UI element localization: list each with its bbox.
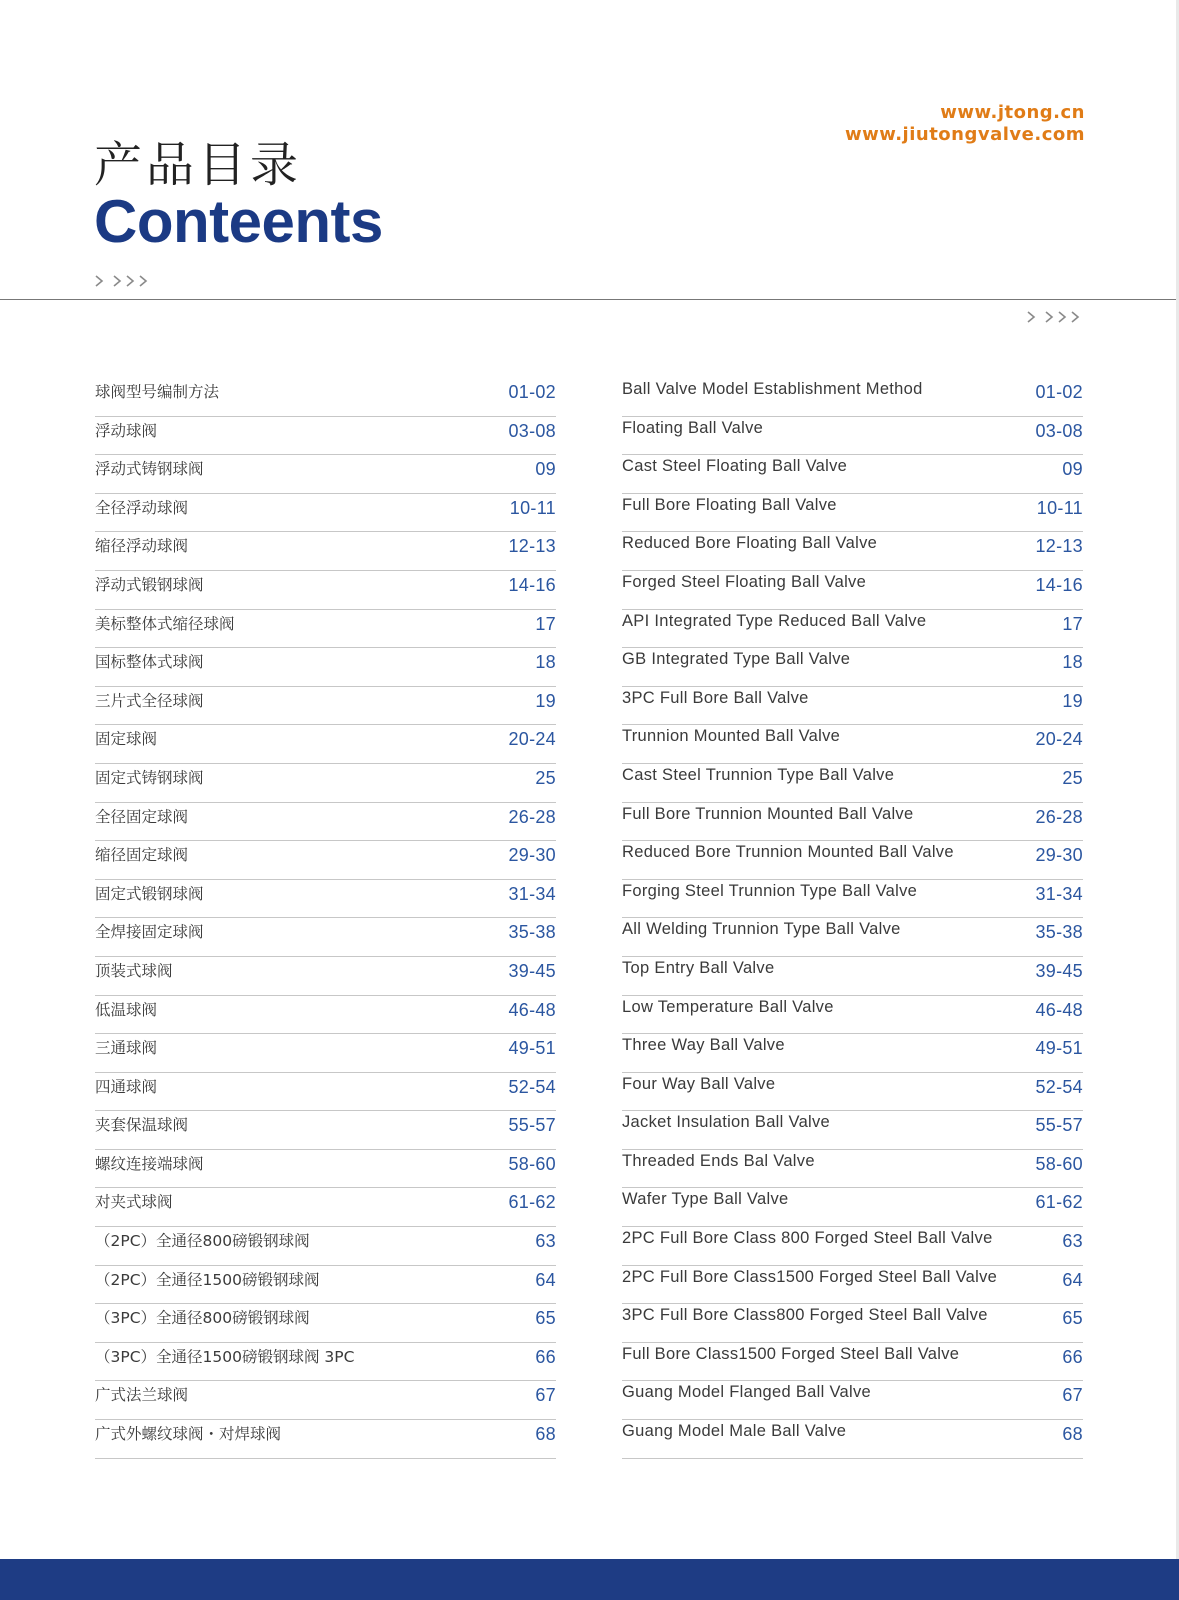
toc-entry[interactable] bbox=[95, 1343, 556, 1382]
toc-entry[interactable] bbox=[95, 841, 556, 880]
toc-entry-page: 63 bbox=[1062, 1231, 1083, 1252]
toc-entry[interactable] bbox=[95, 417, 556, 456]
chevron-right-icon bbox=[1026, 309, 1086, 327]
toc-entry-page: 29-30 bbox=[1035, 845, 1083, 866]
toc-entry-page: 20-24 bbox=[1035, 729, 1083, 750]
toc-entry-title: （3PC）全通径800磅锻钢球阀 bbox=[95, 1309, 310, 1328]
toc-entry[interactable] bbox=[95, 378, 556, 417]
toc-entry-title: 广式外螺纹球阀・对焊球阀 bbox=[95, 1425, 282, 1444]
toc-entry[interactable] bbox=[95, 996, 556, 1035]
toc-entry-page: 67 bbox=[1062, 1385, 1083, 1406]
toc-entry[interactable] bbox=[622, 455, 1083, 494]
toc-entry-page: 09 bbox=[535, 459, 556, 480]
toc-entry[interactable] bbox=[95, 1073, 556, 1112]
toc-entry-title: Ball Valve Model Establishment Method bbox=[622, 380, 923, 398]
toc-entry[interactable] bbox=[622, 841, 1083, 880]
website-links bbox=[845, 102, 1085, 146]
toc-entry-page: 03-08 bbox=[508, 420, 556, 441]
toc-entry[interactable] bbox=[622, 1381, 1083, 1420]
toc-entry-title: 球阀型号编制方法 bbox=[95, 383, 220, 401]
toc-entry[interactable] bbox=[95, 648, 556, 687]
toc-entry-title: 缩径固定球阀 bbox=[95, 846, 189, 865]
toc-entry-page: 65 bbox=[535, 1308, 556, 1329]
toc-entry-page: 09 bbox=[1062, 459, 1083, 480]
toc-entry[interactable] bbox=[622, 957, 1083, 996]
toc-entry[interactable] bbox=[95, 803, 556, 842]
toc-entry-page: 26-28 bbox=[1035, 806, 1083, 827]
toc-entry[interactable] bbox=[95, 1034, 556, 1073]
toc-entry[interactable] bbox=[622, 996, 1083, 1035]
toc-entry-page: 64 bbox=[535, 1269, 556, 1290]
toc-entry-page: 46-48 bbox=[508, 999, 556, 1020]
toc-entry-title: 三通球阀 bbox=[95, 1039, 158, 1058]
toc-entry-page: 66 bbox=[1062, 1346, 1083, 1367]
toc-entry-title: Floating Ball Valve bbox=[622, 418, 764, 437]
toc-entry-title: Guang Model Male Ball Valve bbox=[622, 1422, 847, 1441]
toc-entry-title: 固定式铸钢球阀 bbox=[95, 768, 204, 787]
toc-entry-page: 68 bbox=[535, 1424, 556, 1445]
toc-entry-title: 浮动式锻钢球阀 bbox=[95, 575, 204, 594]
toc-entry[interactable] bbox=[622, 571, 1083, 610]
toc-entry-page: 64 bbox=[1062, 1269, 1083, 1290]
toc-entry-page: 58-60 bbox=[1035, 1153, 1083, 1174]
toc-entry-title: 三片式全径球阀 bbox=[95, 691, 204, 710]
toc-entry-title: 对夹式球阀 bbox=[95, 1193, 173, 1212]
toc-entry-title: （2PC）全通径1500磅锻钢球阀 bbox=[95, 1270, 320, 1289]
toc-entry-page: 29-30 bbox=[508, 845, 556, 866]
toc-entry[interactable] bbox=[622, 1420, 1083, 1459]
toc-entry-title: 国标整体式球阀 bbox=[95, 653, 204, 672]
header-divider bbox=[0, 299, 1176, 300]
toc-entry-title: 美标整体式缩径球阀 bbox=[95, 614, 235, 633]
toc-entry-title: Wafer Type Ball Valve bbox=[622, 1190, 789, 1209]
toc-entry-page: 39-45 bbox=[508, 960, 556, 981]
toc-entry[interactable] bbox=[95, 1188, 556, 1227]
toc-entry[interactable] bbox=[622, 764, 1083, 803]
toc-entry-page: 03-08 bbox=[1035, 420, 1083, 441]
website-link-secondary[interactable]: www.jiutongvalve.com bbox=[844, 124, 1085, 145]
toc-entry-page: 61-62 bbox=[508, 1192, 556, 1213]
toc-entry[interactable] bbox=[95, 1304, 556, 1343]
toc-entry[interactable] bbox=[622, 687, 1083, 726]
toc-entry[interactable] bbox=[95, 1266, 556, 1305]
toc-entry[interactable] bbox=[95, 880, 556, 919]
toc-entry[interactable] bbox=[95, 571, 556, 610]
toc-entry[interactable] bbox=[622, 918, 1083, 957]
toc-entry[interactable] bbox=[622, 1073, 1083, 1112]
toc-entry-page: 55-57 bbox=[508, 1115, 556, 1136]
toc-entry-page: 65 bbox=[1062, 1308, 1083, 1329]
toc-entry-page: 49-51 bbox=[1035, 1038, 1083, 1059]
chevron-right-icon bbox=[94, 273, 154, 291]
toc-entry[interactable] bbox=[622, 378, 1083, 417]
toc-entry-title: 顶装式球阀 bbox=[95, 961, 173, 980]
toc-entry-title: Full Bore Trunnion Mounted Ball Valve bbox=[622, 804, 914, 823]
toc-entry[interactable] bbox=[95, 610, 556, 649]
toc-entry-title: Low Temperature Ball Valve bbox=[622, 997, 834, 1016]
toc-entry-title: Threaded Ends Bal Valve bbox=[622, 1151, 815, 1170]
page-title-english: Conteents bbox=[94, 188, 383, 255]
toc-entry-page: 39-45 bbox=[1035, 960, 1083, 981]
toc-entry[interactable] bbox=[95, 1150, 556, 1189]
toc-entry[interactable] bbox=[95, 918, 556, 957]
toc-entry-title: 夹套保温球阀 bbox=[95, 1116, 189, 1135]
toc-entry-title: Top Entry Ball Valve bbox=[622, 958, 775, 977]
toc-entry[interactable] bbox=[622, 880, 1083, 919]
toc-list-chinese bbox=[95, 378, 556, 1459]
toc-entry-page: 63 bbox=[535, 1231, 556, 1252]
toc-entry-page: 55-57 bbox=[1035, 1115, 1083, 1136]
toc-entry[interactable] bbox=[95, 764, 556, 803]
toc-entry[interactable] bbox=[95, 725, 556, 764]
toc-entry-title: 低温球阀 bbox=[95, 1000, 158, 1019]
page-title-chinese: 产品目录 bbox=[94, 137, 303, 193]
toc-entry[interactable] bbox=[622, 1227, 1083, 1266]
toc-entry-page: 19 bbox=[535, 690, 556, 711]
toc-entry-page: 31-34 bbox=[508, 883, 556, 904]
toc-entry-page: 10-11 bbox=[509, 497, 556, 518]
toc-entry-page: 52-54 bbox=[1035, 1076, 1083, 1097]
toc-entry[interactable] bbox=[622, 803, 1083, 842]
toc-entry-title: Full Bore Class1500 Forged Steel Ball Valve bbox=[622, 1344, 960, 1363]
toc-entry[interactable] bbox=[622, 1266, 1083, 1305]
toc-entry-title: Forged Steel Floating Ball Valve bbox=[622, 572, 867, 591]
toc-entry-title: 广式法兰球阀 bbox=[95, 1386, 189, 1405]
toc-entry-title: （3PC）全通径1500磅锻钢球阀 3PC bbox=[95, 1347, 355, 1366]
toc-entry-title: 全焊接固定球阀 bbox=[95, 923, 204, 942]
toc-entry[interactable] bbox=[95, 957, 556, 996]
toc-entry-page: 18 bbox=[535, 652, 556, 673]
toc-entry-page: 14-16 bbox=[1035, 574, 1083, 595]
toc-entry-page: 61-62 bbox=[1035, 1192, 1083, 1213]
toc-entry-page: 25 bbox=[535, 767, 556, 788]
toc-entry-title: Jacket Insulation Ball Valve bbox=[622, 1113, 831, 1132]
toc-entry-page: 67 bbox=[535, 1385, 556, 1406]
toc-entry-title: 全径固定球阀 bbox=[95, 807, 189, 826]
toc-entry[interactable] bbox=[95, 687, 556, 726]
toc-entry[interactable] bbox=[622, 494, 1083, 533]
toc-entry-page: 31-34 bbox=[1035, 883, 1083, 904]
toc-entry-title: 四通球阀 bbox=[95, 1077, 158, 1096]
toc-entry[interactable] bbox=[95, 455, 556, 494]
toc-entry[interactable] bbox=[622, 1150, 1083, 1189]
toc-entry[interactable] bbox=[95, 1381, 556, 1420]
toc-entry-title: 全径浮动球阀 bbox=[95, 498, 189, 517]
toc-entry[interactable] bbox=[622, 1188, 1083, 1227]
toc-entry-title: 缩径浮动球阀 bbox=[95, 537, 189, 556]
toc-entry-page: 35-38 bbox=[508, 922, 556, 943]
toc-entry-title: 浮动球阀 bbox=[95, 421, 158, 440]
toc-entry-page: 20-24 bbox=[508, 729, 556, 750]
toc-entry-title: Forging Steel Trunnion Type Ball Valve bbox=[622, 881, 918, 900]
toc-entry-page: 01-02 bbox=[1035, 382, 1083, 402]
toc-entry-page: 25 bbox=[1062, 767, 1083, 788]
toc-entry-title: Cast Steel Floating Ball Valve bbox=[622, 457, 848, 476]
toc-entry-page: 58-60 bbox=[508, 1153, 556, 1174]
toc-entry[interactable] bbox=[622, 725, 1083, 764]
toc-entry-title: 3PC Full Bore Class800 Forged Steel Ball Valve bbox=[622, 1306, 988, 1325]
toc-entry[interactable] bbox=[622, 610, 1083, 649]
toc-entry-title: GB Integrated Type Ball Valve bbox=[622, 650, 851, 669]
website-link-primary[interactable]: www.jtong.cn bbox=[940, 102, 1085, 123]
toc-entry-title: 2PC Full Bore Class 800 Forged Steel Ball Valve bbox=[622, 1229, 993, 1248]
toc-entry[interactable] bbox=[622, 417, 1083, 456]
toc-entry-title: API Integrated Type Reduced Ball Valve bbox=[622, 611, 927, 630]
toc-entry-page: 12-13 bbox=[508, 536, 556, 557]
toc-entry-title: （2PC）全通径800磅锻钢球阀 bbox=[95, 1232, 310, 1251]
toc-entry-title: Four Way Ball Valve bbox=[622, 1074, 776, 1093]
toc-entry[interactable] bbox=[622, 1034, 1083, 1073]
toc-entry-title: 固定式锻钢球阀 bbox=[95, 884, 204, 903]
toc-entry-page: 01-02 bbox=[508, 382, 556, 402]
toc-entry[interactable] bbox=[95, 1111, 556, 1150]
toc-entry-page: 12-13 bbox=[1035, 536, 1083, 557]
toc-entry-title: Reduced Bore Floating Ball Valve bbox=[622, 534, 878, 553]
toc-entry-page: 49-51 bbox=[508, 1038, 556, 1059]
toc-entry-title: Guang Model Flanged Ball Valve bbox=[622, 1383, 872, 1402]
toc-entry[interactable] bbox=[95, 494, 556, 533]
toc-entry-page: 46-48 bbox=[1035, 999, 1083, 1020]
toc-entry-title: Full Bore Floating Ball Valve bbox=[622, 495, 837, 514]
toc-entry[interactable] bbox=[622, 532, 1083, 571]
toc-entry[interactable] bbox=[622, 1304, 1083, 1343]
toc-entry-page: 68 bbox=[1062, 1424, 1083, 1445]
toc-entry-page: 18 bbox=[1062, 652, 1083, 673]
toc-entry-page: 66 bbox=[535, 1346, 556, 1367]
toc-list-english bbox=[622, 378, 1083, 1459]
toc-entry-title: 螺纹连接端球阀 bbox=[95, 1154, 204, 1173]
toc-entry-title: 3PC Full Bore Ball Valve bbox=[622, 688, 809, 707]
toc-entry-page: 26-28 bbox=[508, 806, 556, 827]
toc-entry-title: Cast Steel Trunnion Type Ball Valve bbox=[622, 765, 895, 784]
toc-entry-title: Three Way Ball Valve bbox=[622, 1036, 785, 1055]
toc-entry[interactable] bbox=[95, 1227, 556, 1266]
toc-entry-page: 35-38 bbox=[1035, 922, 1083, 943]
toc-entry-page: 17 bbox=[1062, 613, 1083, 634]
toc-entry[interactable] bbox=[95, 532, 556, 571]
toc-entry[interactable] bbox=[622, 1111, 1083, 1150]
toc-entry-page: 10-11 bbox=[1036, 497, 1083, 518]
footer-bar bbox=[0, 1559, 1179, 1600]
toc-entry-page: 17 bbox=[535, 613, 556, 634]
toc-entry[interactable] bbox=[622, 648, 1083, 687]
toc-entry-title: All Welding Trunnion Type Ball Valve bbox=[622, 920, 901, 939]
toc-entry-page: 52-54 bbox=[508, 1076, 556, 1097]
toc-entry-title: Trunnion Mounted Ball Valve bbox=[622, 727, 841, 746]
toc-entry-title: 2PC Full Bore Class1500 Forged Steel Ball Valve bbox=[622, 1267, 998, 1286]
toc-entry-page: 14-16 bbox=[508, 574, 556, 595]
toc-entry[interactable] bbox=[622, 1343, 1083, 1382]
toc-entry[interactable] bbox=[95, 1420, 556, 1459]
toc-entry-title: 固定球阀 bbox=[95, 730, 158, 749]
toc-entry-page: 19 bbox=[1062, 690, 1083, 711]
toc-entry-title: Reduced Bore Trunnion Mounted Ball Valve bbox=[622, 843, 954, 862]
toc-entry-title: 浮动式铸钢球阀 bbox=[95, 460, 204, 479]
